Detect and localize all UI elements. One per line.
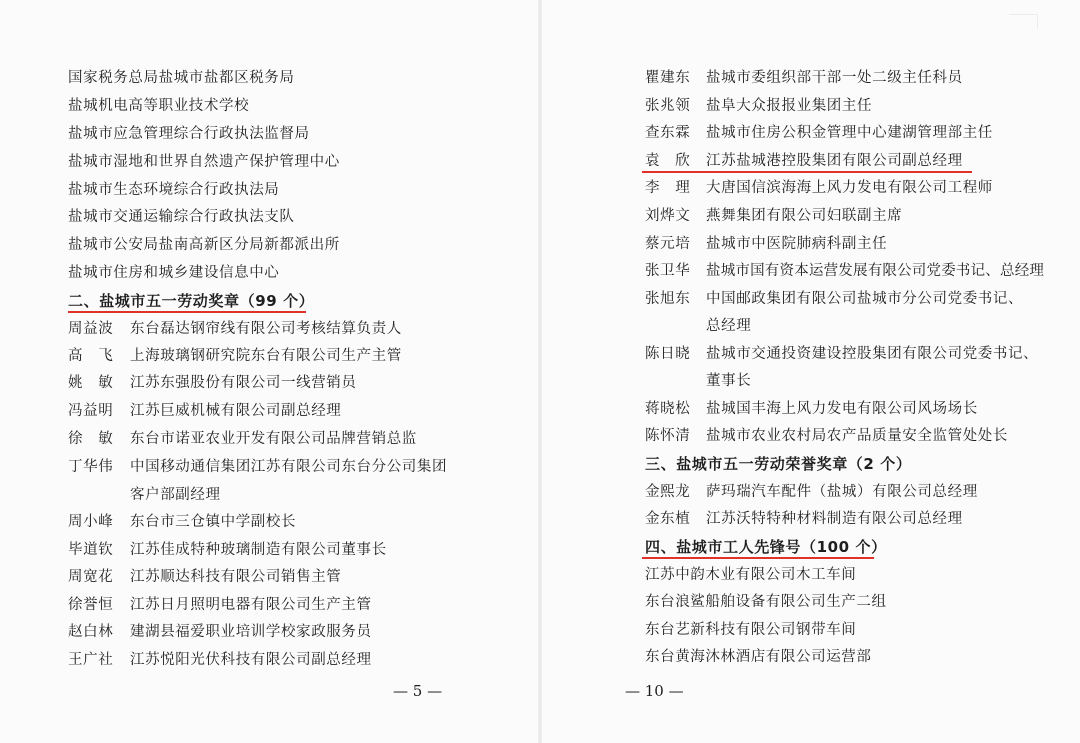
awardee-row xyxy=(68,428,528,450)
org-item: 盐城市生态环境综合行政执法局 xyxy=(68,182,280,198)
pioneer-item: 江苏中韵木业有限公司木工车间 xyxy=(645,567,857,583)
awardee-row xyxy=(645,508,1065,530)
awardee-name: 冯益明 xyxy=(68,403,114,419)
awardee-row xyxy=(68,400,528,422)
awardee-row xyxy=(645,177,1065,199)
awardee-name: 毕道钦 xyxy=(68,542,114,558)
awardee-row xyxy=(645,343,1065,365)
awardee-desc: 萨玛瑞汽车配件（盐城）有限公司总经理 xyxy=(706,484,978,500)
awardee-row xyxy=(645,260,1065,282)
awardee-row xyxy=(68,621,528,643)
awardee-desc: 江苏沃特特种材料制造有限公司总经理 xyxy=(706,511,963,527)
awardee-name: 张卫华 xyxy=(645,263,691,279)
pioneer-item: 东台艺新科技有限公司钢带车间 xyxy=(645,622,857,638)
awardee-name: 丁华伟 xyxy=(68,459,114,475)
awardee-name: 蒋晓松 xyxy=(645,401,691,417)
awardee-row xyxy=(645,67,1065,89)
awardee-desc: 董事长 xyxy=(706,373,752,389)
awardee-desc: 江苏顺达科技有限公司销售主管 xyxy=(130,569,342,585)
section-heading: 三、盐城市五一劳动荣誉奖章（2 个） xyxy=(645,455,912,473)
awardee-desc: 盐城市农业农村局农产品质量安全监管处处长 xyxy=(706,428,1008,444)
awardee-row xyxy=(68,345,528,367)
awardee-desc: 大唐国信滨海海上风力发电有限公司工程师 xyxy=(706,180,993,196)
awardee-desc: 江苏巨威机械有限公司副总经理 xyxy=(130,403,342,419)
awardee-name: 王广社 xyxy=(68,652,114,668)
awardee-row xyxy=(645,315,1065,337)
awardee-desc: 盐城市委组织部干部一处二级主任科员 xyxy=(706,70,963,86)
awardee-desc: 建湖县福爱职业培训学校家政服务员 xyxy=(130,624,372,640)
awardee-name: 查东霖 xyxy=(645,125,691,141)
awardee-row xyxy=(645,425,1065,447)
awardee-desc: 上海玻璃钢研究院东台有限公司生产主管 xyxy=(130,348,402,364)
org-item: 盐城市住房和城乡建设信息中心 xyxy=(68,265,280,281)
highlight-underline xyxy=(642,171,972,173)
page-number: — 5 — xyxy=(393,682,443,700)
awardee-row xyxy=(645,288,1065,310)
awardee-row xyxy=(645,398,1065,420)
awardee-name: 金熙龙 xyxy=(645,484,691,500)
awardee-row xyxy=(68,566,528,588)
awardee-row-highlighted xyxy=(645,150,1065,172)
awardee-desc: 东台市诺亚农业开发有限公司品牌营销总监 xyxy=(130,431,417,447)
awardee-desc: 盐城市交通投资建设控股集团有限公司党委书记、 xyxy=(706,346,1039,362)
awardee-row xyxy=(68,484,528,506)
org-item: 盐城市交通运输综合行政执法支队 xyxy=(68,209,295,225)
awardee-name: 蔡元培 xyxy=(645,236,691,252)
corner-mark xyxy=(1009,14,1038,29)
page-number: — 10 — xyxy=(625,682,684,700)
awardee-desc: 燕舞集团有限公司妇联副主席 xyxy=(706,208,903,224)
right-page xyxy=(540,0,1080,743)
awardee-name: 周益波 xyxy=(68,321,114,337)
awardee-desc: 江苏佳成特种玻璃制造有限公司董事长 xyxy=(130,542,387,558)
org-item: 盐城机电高等职业技术学校 xyxy=(68,98,250,114)
awardee-row xyxy=(645,205,1065,227)
awardee-name: 徐誉恒 xyxy=(68,597,114,613)
awardee-name: 袁 欣 xyxy=(645,153,691,169)
awardee-name: 张兆领 xyxy=(645,98,691,114)
pioneer-item: 东台黄海沐林酒店有限公司运营部 xyxy=(645,649,872,665)
awardee-row xyxy=(68,456,528,478)
awardee-row xyxy=(645,233,1065,255)
awardee-name: 刘烨文 xyxy=(645,208,691,224)
awardee-name: 李 理 xyxy=(645,180,691,196)
awardee-desc: 江苏悦阳光伏科技有限公司副总经理 xyxy=(130,652,372,668)
awardee-desc: 江苏东强股份有限公司一线营销员 xyxy=(130,375,357,391)
awardee-desc: 客户部副经理 xyxy=(130,487,221,503)
awardee-name: 周宽花 xyxy=(68,569,114,585)
awardee-row xyxy=(68,318,528,340)
awardee-row xyxy=(68,539,528,561)
awardee-row xyxy=(645,481,1065,503)
awardee-desc: 江苏盐城港控股集团有限公司副总经理 xyxy=(706,153,963,169)
awardee-name: 姚 敏 xyxy=(68,375,114,391)
awardee-name: 瞿建东 xyxy=(645,70,691,86)
highlight-underline xyxy=(642,557,874,559)
awardee-name: 周小峰 xyxy=(68,514,114,530)
awardee-desc: 中国移动通信集团江苏有限公司东台分公司集团 xyxy=(130,459,448,475)
org-item: 盐城市应急管理综合行政执法监督局 xyxy=(68,126,310,142)
awardee-name: 陈日晓 xyxy=(645,346,691,362)
awardee-row xyxy=(645,95,1065,117)
awardee-desc: 盐城市住房公积金管理中心建湖管理部主任 xyxy=(706,125,993,141)
pioneer-item: 东台浪鲨船舶设备有限公司生产二组 xyxy=(645,594,887,610)
awardee-desc: 总经理 xyxy=(706,318,752,334)
org-item: 盐城市公安局盐南高新区分局新都派出所 xyxy=(68,237,340,253)
awardee-row xyxy=(68,511,528,533)
org-item: 国家税务总局盐城市盐都区税务局 xyxy=(68,70,295,86)
awardee-name: 张旭东 xyxy=(645,291,691,307)
awardee-row xyxy=(68,372,528,394)
section-heading: 四、盐城市工人先锋号（100 个） xyxy=(645,538,887,556)
awardee-row xyxy=(68,649,528,671)
awardee-desc: 盐城市国有资本运营发展有限公司党委书记、总经理 xyxy=(706,263,1045,279)
awardee-desc: 东台磊达钢帘线有限公司考核结算负责人 xyxy=(130,321,402,337)
awardee-name: 陈怀清 xyxy=(645,428,691,444)
section-heading: 二、盐城市五一劳动奖章（99 个） xyxy=(68,292,315,310)
highlight-underline xyxy=(68,311,306,313)
awardee-name: 金东植 xyxy=(645,511,691,527)
awardee-desc: 中国邮政集团有限公司盐城市分公司党委书记、 xyxy=(706,291,1024,307)
awardee-name: 赵白林 xyxy=(68,624,114,640)
awardee-desc: 盐城国丰海上风力发电有限公司风场场长 xyxy=(706,401,978,417)
awardee-desc: 盐城市中医院肺病科副主任 xyxy=(706,236,888,252)
awardee-desc: 江苏日月照明电器有限公司生产主管 xyxy=(130,597,372,613)
awardee-name: 高 飞 xyxy=(68,348,114,364)
awardee-row xyxy=(645,370,1065,392)
awardee-row xyxy=(645,122,1065,144)
awardee-row xyxy=(68,594,528,616)
org-item: 盐城市湿地和世界自然遗产保护管理中心 xyxy=(68,154,340,170)
awardee-desc: 东台市三仓镇中学副校长 xyxy=(130,514,297,530)
awardee-desc: 盐阜大众报报业集团主任 xyxy=(706,98,873,114)
awardee-name: 徐 敏 xyxy=(68,431,114,447)
